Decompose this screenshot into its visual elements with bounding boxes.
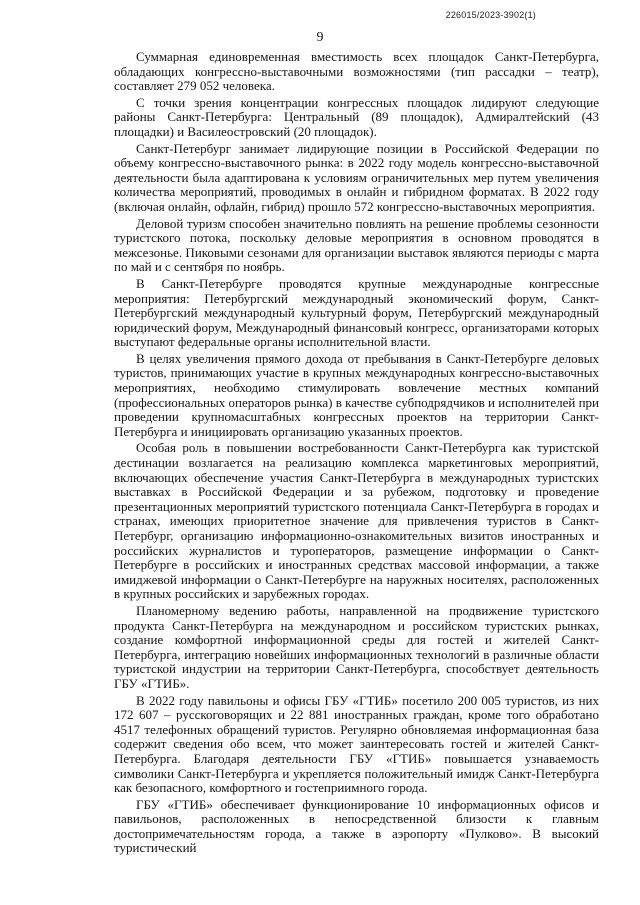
paragraph-capacity: Суммарная единовременная вместимость всех площадок Санкт-Петербурга, обладающих конгрессно-выставочными возможностями (тип рассадки – театр), составляет 279 052 человека. (114, 49, 599, 94)
paragraph-marketing: Особая роль в повышении востребованности Санкт-Петербурга как туристской дестинации возлагается на реализацию комплекса маркетинговых мероприятий, включающих обеспечение участия Санкт-Петербурга в международных туристских выставках в Российской Федерации и за рубежом, подготовку и проведение презентационных мероприятий туристского потенциала Санкт-Петербурга в городах и странах, имеющих приоритетное значение для привлечения туристов в Санкт-Петербург, организацию информационно-ознакомительных визитов иностранных и российских журналистов и туроператоров, размещение информации о Санкт-Петербурге в российских и иностранных средствах массовой информации, а также имиджевой информации о Санкт-Петербурге на наружных носителях, расположенных в крупных российских и зарубежных городах. (114, 440, 599, 602)
document-body (114, 50, 599, 858)
page-number: 9 (316, 30, 324, 45)
paragraph-statistics-2022: В 2022 году павильоны и офисы ГБУ «ГТИБ» посетило 200 005 туристов, из них 172 607 – русскоговорящих и 22 881 иностранных граждан, кроме того обработано 4517 телефонных обращений туристов. Регулярно обновляемая информационная база содержит сведения обо всем, что может заинтересовать гостей и жителей Санкт-Петербурга. Благодаря деятельности ГБУ «ГТИБ» повышается узнаваемость символики Санкт-Петербурга и укрепляется положительный имидж Санкт-Петербурга как безопасного, комфортного и гостеприимного города. (114, 692, 599, 796)
paragraph-business-tourism: Деловой туризм способен значительно повлиять на решение проблемы сезонности туристского потока, поскольку деловые мероприятия в основном проводятся в межсезонье. Пиковыми сезонами для организации выставок являются периоды с марта по май и с сентября по ноябрь. (114, 215, 599, 275)
paragraph-info-offices: ГБУ «ГТИБ» обеспечивает функционирование 10 информационных офисов и павильонов, расположенных в непосредственной близости к главным достопримечательностям города, а также в аэропорту «Пулково». В высокий туристический (114, 796, 599, 856)
paragraph-direct-income: В целях увеличения прямого дохода от пребывания в Санкт-Петербурге деловых туристов, принимающих участие в крупных международных конгрессно-выставочных мероприятиях, необходимо стимулировать вовлечение местных компаний (профессиональных операторов рынка) в качестве субподрядчиков и исполнителей при проведении крупномасштабных конгрессных проектов на территории Санкт-Петербурга и инициировать организацию указанных проектов. (114, 350, 599, 439)
paragraph-market-leadership: Санкт-Петербург занимает лидирующие позиции в Российской Федерации по объему конгрессно-выставочного рынка: в 2022 году модель конгрессно-выставочной деятельности была адаптирована к условиям ограничительных мер путем увеличения количества мероприятий, проводимых в онлайн и гибридном форматах. В 2022 году (включая онлайн, офлайн, гибрид) прошло 572 конгрессно-выставочных мероприятия. (114, 140, 599, 214)
paragraph-promotion: Планомерному ведению работы, направленной на продвижение туристского продукта Санкт-Петербурга на международном и российском туристских рынках, создание комфортной информационной среды для гостей и жителей Санкт-Петербурга, интеграцию новейших информационных технологий в различные области туристской индустрии на территории Санкт-Петербурга, способствует деятельность ГБУ «ГТИБ». (114, 602, 599, 691)
paragraph-districts: С точки зрения концентрации конгрессных площадок лидируют следующие районы Санкт-Петербурга: Центральный (89 площадок), Адмиралтейский (43 площадки) и Василеостровский (20 площадок). (114, 94, 599, 139)
document-number: 226015/2023-3902(1) (445, 10, 536, 20)
paragraph-international-events: В Санкт-Петербурге проводятся крупные международные конгрессные мероприятия: Петербургский международный экономический форум, Санкт-Петербургский международный культурный форум, Петербургский международный юридический форум, Международный финансовый конгресс, организаторами которых выступают федеральные органы исполнительной власти. (114, 275, 599, 350)
